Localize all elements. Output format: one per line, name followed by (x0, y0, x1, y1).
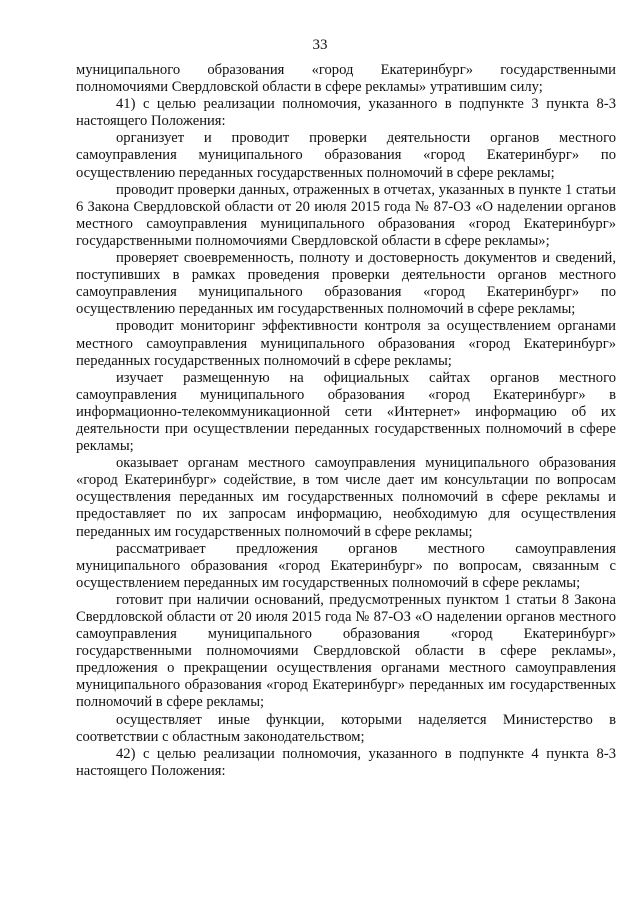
paragraph-organizes-inspections: организует и проводит проверки деятельности органов местного самоуправления муниципального образования «город Екатеринбург» по осуществлению переданных государственных полномочий в сфере рекламы; (76, 130, 616, 181)
page-number: 33 (312, 37, 328, 53)
paragraph-considers-proposals: рассматривает предложения органов местного самоуправления муниципального образования «город Екатеринбург» по вопросам, связанным с осуществлением переданных им государственных полномочий в сфере рекламы; (76, 540, 616, 591)
paragraph-prepares-proposals: готовит при наличии оснований, предусмотренных пунктом 1 статьи 8 Закона Свердловской области от 20 июля 2015 года № 87-ОЗ «О наделении органов местного самоуправления муниципального образования «город Екатеринбург» государственными полномочиями Свердловской области в сфере рекламы», предложения о прекращении осуществления органами местного самоуправления муниципального образования «город Екатеринбург» переданных им государственных полномочий в сфере рекламы; (76, 591, 616, 711)
paragraph-checks-report-data: проводит проверки данных, отраженных в отчетах, указанных в пункте 1 статьи 6 Закона Свердловской области от 20 июля 2015 года № 87-ОЗ «О наделении органов местного самоуправления муниципального образования «город Екатеринбург» государственными полномочиями Свердловской области в сфере рекламы»; (76, 181, 616, 249)
paragraph-item-41: 41) с целью реализации полномочия, указанного в подпункте 3 пункта 8-3 настоящего Положения: (76, 96, 616, 130)
paragraph-other-functions: осуществляет иные функции, которыми наделяется Министерство в соответствии с областным законодательством; (76, 711, 616, 745)
paragraph-checks-documents: проверяет своевременность, полноту и достоверность документов и сведений, поступивших в рамках проведения проверки деятельности органов местного самоуправления муниципального образования «город Екатеринбург» по осуществлению переданных им государственных полномочий в сфере рекламы; (76, 250, 616, 318)
paragraph-monitoring: проводит мониторинг эффективности контроля за осуществлением органами местного самоуправления муниципального образования «город Екатеринбург» переданных государственных полномочий в сфере рекламы; (76, 318, 616, 369)
paragraph-item-42: 42) с целью реализации полномочия, указанного в подпункте 4 пункта 8-3 настоящего Положения: (76, 745, 616, 779)
paragraph-continuation: муниципального образования «город Екатеринбург» государственными полномочиями Свердловской области в сфере рекламы» утратившим силу; (76, 62, 616, 96)
paragraph-studies-websites: изучает размещенную на официальных сайтах органов местного самоуправления муниципального образования «город Екатеринбург» в информационно-телекоммуникационной сети «Интернет» информацию об их деятельности при осуществлении переданных государственных полномочий в сфере рекламы; (76, 369, 616, 455)
paragraph-assists: оказывает органам местного самоуправления муниципального образования «город Екатеринбург» содействие, в том числе дает им консультации по вопросам осуществления переданных им государственных полномочий в сфере рекламы и предоставляет по их запросам информацию, необходимую для осуществления переданных им государственных полномочий в сфере рекламы; (76, 455, 616, 540)
document-body (76, 62, 616, 780)
